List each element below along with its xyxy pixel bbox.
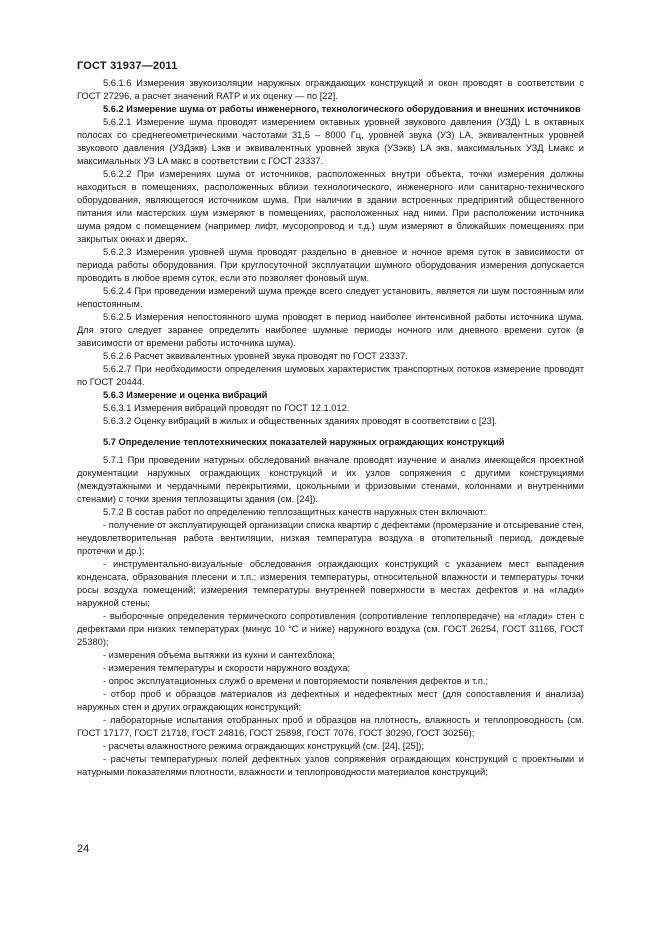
paragraph-5-6-2-5: 5.6.2.5 Измерения непостоянного шума проводят в период наиболее интенсивной работы источника шума. Для этого следует заранее определить наиболее шумные периоды ночного или дневного времени суток (в зависимости от времени работы источника шума).	[77, 312, 584, 348]
paragraph-5-7-1: 5.7.1 При проведении натурных обследований вначале проводят изучение и анализ имеющейся проектной документации наружных ограждающих конструкций и их узлов сопряжения с другими конструкциями (междуэтажными и чердачными перекрытиями, цокольными и фризовыми стенами, колоннами и внутренними стенами) с точки зрения теплозащиты здания (см. [24]).	[77, 455, 584, 504]
page-number: 24	[77, 843, 90, 855]
paragraph-5-6-3-1: 5.6.3.1 Измерения вибраций проводят по ГОСТ 12.1.012.	[103, 403, 350, 413]
list-item: - отбор проб и образцов материалов из дефектных и недефектных мест (для сопоставления и анализа) наружных стен и других ограждающих конструкций;	[77, 689, 584, 712]
list-item: - расчеты температурных полей дефектных узлов сопряжения ограждающих конструкций с проектными и натурными показателями плотности, влажности и теплопроводности материалов конструкций;	[77, 754, 584, 777]
paragraph-5-6-2-3: 5.6.2.3 Измерения уровней шума проводят раздельно в дневное и ночное время суток в зависимости от периода работы оборудования. При круглосуточной эксплуатации шумного оборудования измерения допускается проводить в любое время суток, если это позволяет фоновый шум.	[77, 247, 584, 283]
paragraph-5-7-2: 5.7.2 В состав работ по определению теплозащитных качеств наружных стен включают:	[103, 507, 487, 517]
list-item: - расчеты влажностного режима ограждающих конструкций (см. [24], [25]);	[103, 741, 424, 751]
paragraph-5-6-3-2: 5.6.3.2 Оценку вибраций в жилых и общественных зданиях проводят в соответствии с [23].	[103, 416, 497, 426]
document-body	[77, 77, 584, 779]
paragraph-5-6-2-2: 5.6.2.2 При измерениях шума от источников, расположенных внутри объекта, точки измерения должны находиться в помещениях, расположенных вблизи технологического, инженерного или санитарно-технического оборудования, являющегося источником шума. При наличии в здании встроенных предприятий общественного питания или мастерских шум измеряют в помещениях, расположенных над ними. При расположении источника шума рядом с помещением (например лифт, мусоропровод и т.д.) шум измеряют в ближайших помещениях при закрытых окнах и дверях.	[77, 169, 584, 244]
heading-5-6-2: 5.6.2 Измерение шума от работы инженерного, технологического оборудования и внешних источников	[103, 104, 581, 114]
list-item: - выборочные определения термического сопротивления (сопротивление теплопередаче) на «глади» стен с дефектами при низких температурах (минус 10 °С и ниже) наружного воздуха (см. ГОСТ 26254, ГОСТ 31166, ГОСТ 25380);	[77, 611, 584, 647]
list-item: - инструментально-визуальные обследования ограждающих конструкций с указанием мест выпадения конденсата, образования плесени и т.п.; измерения температуры, относительной влажности и температуры точки росы воздуха помещений; измерения температуры внутренней поверхности в местах дефектов и на «глади» наружной стены;	[77, 559, 584, 608]
list-item: - измерения температуры и скорости наружного воздуха;	[103, 663, 351, 673]
paragraph-5-6-2-6: 5.6.2.6 Расчет эквивалентных уровней звука проводят по ГОСТ 23337.	[103, 351, 408, 361]
list-item: - измерения объема вытяжки из кухни и сантехблока;	[103, 650, 335, 660]
standard-header: ГОСТ 31937—2011	[77, 60, 178, 72]
list-item: - опрос эксплуатационных служб о времени и повторяемости появления дефектов и т.п.;	[103, 676, 489, 686]
paragraph-5-6-1-6: 5.6.1.6 Измерения звукоизоляции наружных ограждающих конструкций и окон проводят в соответствии с ГОСТ 27296, а расчет значений RАТР и их оценку — по [22].	[77, 78, 584, 101]
paragraph-5-6-2-7: 5.6.2.7 При необходимости определения шумовых характеристик транспортных потоков измерение проводят по ГОСТ 20444.	[77, 364, 584, 387]
heading-5-6-3: 5.6.3 Измерение и оценка вибраций	[103, 390, 268, 400]
paragraph-5-6-2-1: 5.6.2.1 Измерение шума проводят измерением октавных уровней звукового давления (УЗД) L в октавных полосах со среднегеометрическими частотами 31,5 – 8000 Гц, уровней звука (УЗ) LA, эквивалентных уровней звукового давления (УЗДэкв) Lэкв и эквивалентных уровней звука (УЗэкв) LA экв, максимальных УЗД Lмакс и максимальных УЗ LA макс в соответствии с ГОСТ 23337.	[77, 117, 584, 166]
list-item: - получение от эксплуатирующей организации списка квартир с дефектами (промерзание и отсыревание стен, неудовлетворительная работа вентиляции, низкая температура воздуха в отопительный период, дождевые протечки и др.);	[77, 520, 584, 556]
paragraph-5-6-2-4: 5.6.2.4 При проведении измерений шума прежде всего следует установить, является ли шум постоянным или непостоянным.	[77, 286, 584, 309]
heading-5-7: 5.7 Определение теплотехнических показателей наружных ограждающих конструкций	[103, 437, 505, 447]
list-item: - лабораторные испытания отобранных проб и образцов на плотность, влажность и теплопроводность (см. ГОСТ 17177, ГОСТ 21718, ГОСТ 24816, ГОСТ 25898, ГОСТ 7076, ГОСТ 30290, ГОСТ 30256);	[77, 715, 584, 738]
